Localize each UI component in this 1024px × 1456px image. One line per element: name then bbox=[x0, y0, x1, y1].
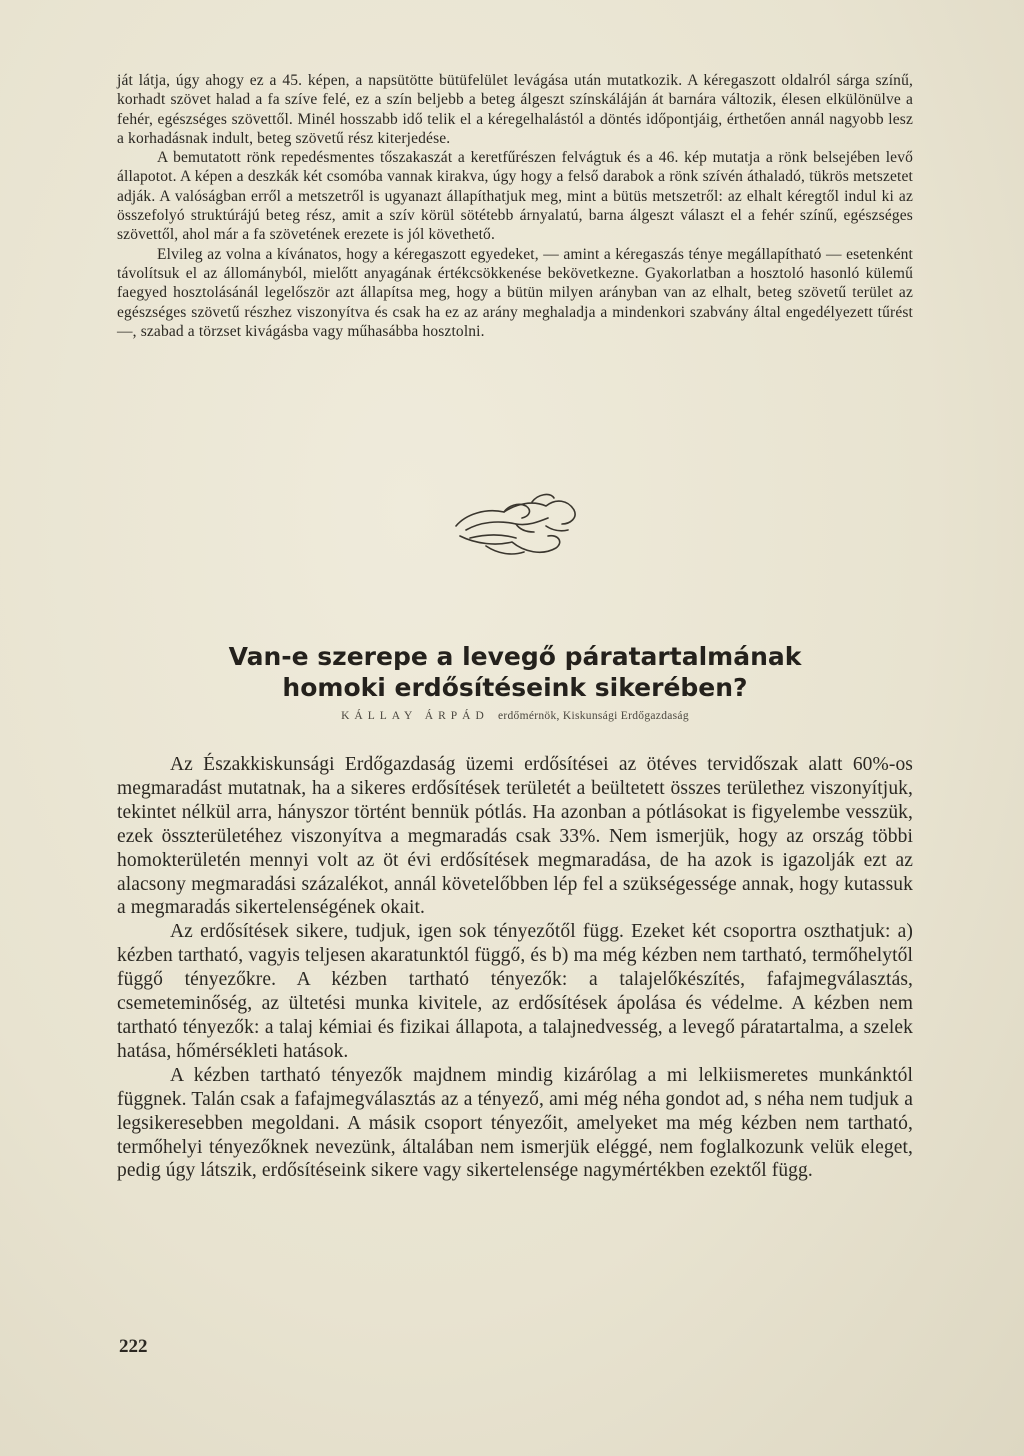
oak-leaf-ornament-icon bbox=[446, 486, 586, 566]
article-body bbox=[117, 753, 913, 1183]
title-line: Van-e szerepe a levegő páratartalmának bbox=[228, 642, 802, 671]
paragraph: A bemutatott rönk repedésmentes tőszakaszát a keretfűrészen felvágtuk és a 46. kép mutatja a rönk belsejében levő állapotot. A képen a deszkák két csomóba vannak kirakva, úgy hogy a felső darabok a rönk szívén áthaladó, tükrös metszetet adják. A valóságban erről a metszetről is ugyanazt állapíthatjuk meg, mint a bütüs metszetről: az elhalt kéregtől indul ki az összefolyó struktúrájú beteg rész, amit a szív körül sötétebb árnyalatú, barna álgeszt választ el a fehér színű, egészséges szövettől, ahol már a fa szövetének erezete is jól követhető. bbox=[117, 149, 913, 244]
author-affiliation: erdőmérnök, Kiskunsági Erdőgazdaság bbox=[497, 710, 689, 722]
paragraph: Az Északkiskunsági Erdőgazdaság üzemi erdősítései az ötéves tervidőszak alatt 60%-os megmaradást mutatnak, ha a sikeres erdősítések területét a beültetett összes területhez viszonyítjuk, tekintet nélkül arra, hányszor történt bennük pótlás. Ha azonban a pótlásokat is figyelembe vesszük, ezek összterületéhez viszonyítva a megmaradás csak 33%. Nem ismerjük, hogy az ország többi homokterületén mennyi volt az öt évi erdősítések megmaradása, de ha azok is igazolják ezt az alacsony megmaradási százalékot, annál követelőbben lép fel a szükségessége annak, hogy kutassuk a megmaradás sikertelenségének okait. bbox=[117, 754, 913, 919]
title-line: homoki erdősítéseink sikerében? bbox=[282, 673, 748, 702]
article-title bbox=[117, 641, 913, 703]
author-name: KÁLLAY ÁRPÁD bbox=[341, 710, 489, 722]
page-number: 222 bbox=[119, 1336, 148, 1357]
continued-text bbox=[117, 71, 913, 341]
byline bbox=[117, 710, 913, 722]
paragraph: ját látja, úgy ahogy ez a 45. képen, a napsütötte bütüfelület levágása után mutatkozik. A kéregaszott oldalról sárga színű, korhadt szövet halad a fa szíve felé, ez a szín beljebb a beteg álgeszt színskáláján át barnára változik, élesen elkülönülve a fehér, egészséges szövettől. Minél hosszabb idő telik el a kéregelhalástól a döntés időpontjáig, érthetően annál nagyobb lesz a korhadásnak indult, beteg szövetű rész kiterjedése. bbox=[117, 72, 913, 147]
paragraph: A kézben tartható tényezők majdnem mindig kizárólag a mi lelkiismeretes munkánktól függnek. Talán csak a fafajmegválasztás az a tényező, ami még néha gondot ad, s néha nem tudjuk a legsikeresebben megoldani. A másik csoport tényezőit, amelyeket ma még kézben nem tartható, termőhelyi tényezőknek nevezünk, általában nem ismerjük eléggé, nem foglalkozunk velük eleget, pedig úgy látszik, erdősítéseink sikere vagy sikertelensége nagymértékben ezektől függ. bbox=[117, 1064, 913, 1182]
paragraph: Elvileg az volna a kívánatos, hogy a kéregaszott egyedeket, — amint a kéregaszás ténye megállapítható — esetenként távolítsuk el az állományból, mielőtt anyagának értékcsökkenése bekövetkezne. Gyakorlatban a hosztoló hasonló külemű faegyed hosztolásánál legelőször azt állapítsa meg, hogy a bütün milyen arányban van az elhalt, beteg szövetű terület az egészséges szövetű részhez viszonyítva és csak ha ez az arány meghaladja a mindenkori szabvány által engedélyezett tűrést —, szabad a törzset kivágásba vagy műhasábba hosztolni. bbox=[117, 245, 913, 340]
paragraph: Az erdősítések sikere, tudjuk, igen sok tényezőtől függ. Ezeket két csoportra oszthatjuk: a) kézben tartható, vagyis teljesen akaratunktól függő, és b) ma még kézben nem tartható, termőhelytől függő tényezőkre. A kézben tartható tényezők: a talajelőkészítés, fafajmegválasztás, csemeteminőség, az ültetési munka kivitele, az erdősítések ápolása és védelme. A kézben nem tartható tényezők: a talaj kémiai és fizikai állapota, a talajnedvesség, a levegő páratartalma, a szelek hatása, hőmérsékleti hatások. bbox=[117, 921, 913, 1062]
